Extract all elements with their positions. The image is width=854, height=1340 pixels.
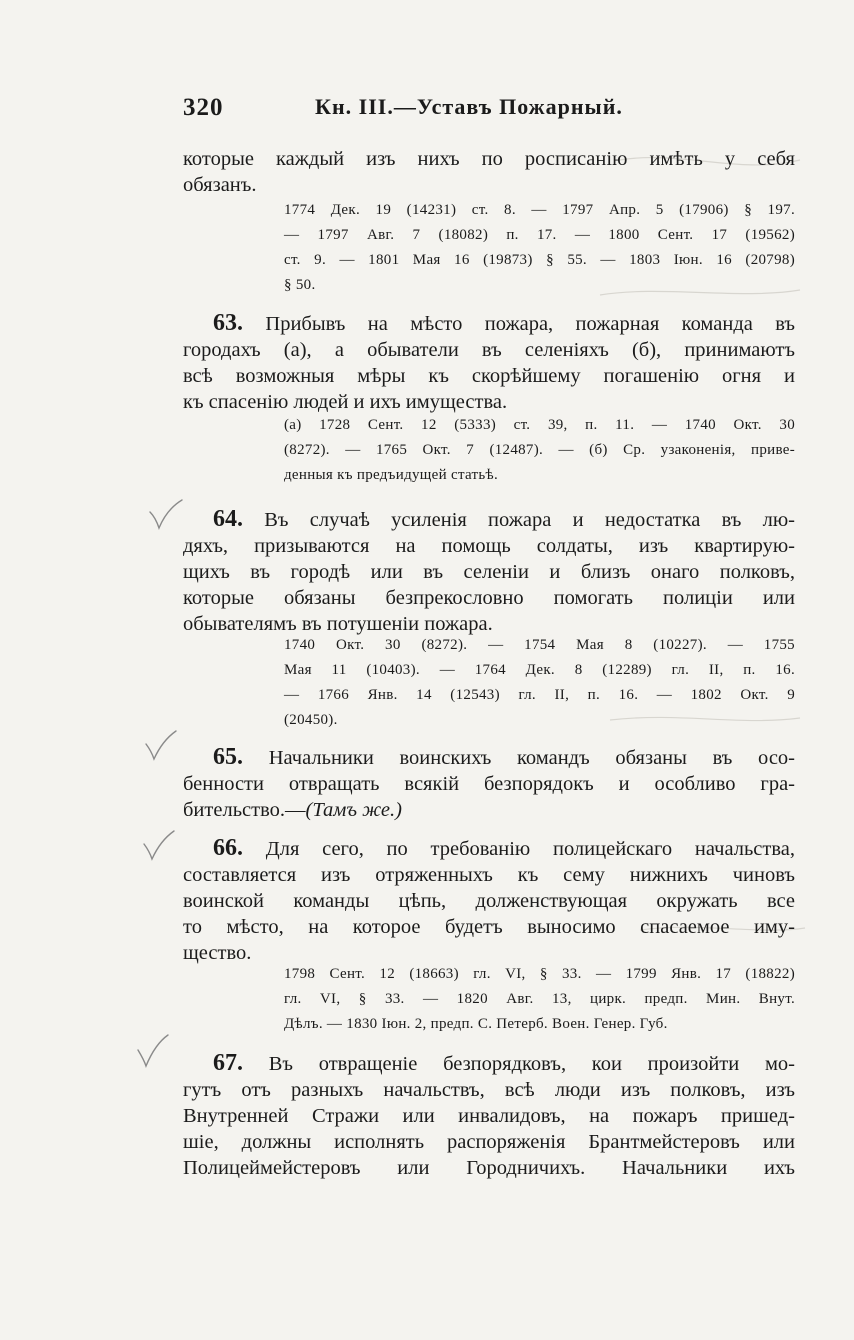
article-63-reference-line: (8272). — 1765 Окт. 7 (12487). — (б) Ср. узаконенія, приве- <box>284 442 795 458</box>
intro-reference-line: 1774 Дек. 19 (14231) ст. 8. — 1797 Апр. 5 (17906) § 197. <box>284 202 795 218</box>
article-66-reference-line: 1798 Сент. 12 (18663) гл. VI, § 33. — 1799 Янв. 17 (18822) <box>284 966 795 982</box>
article-67-line: Внутренней Стражи или инвалидовъ, на пожаръ пришед- <box>183 1105 795 1127</box>
article-number: 65. <box>213 744 243 770</box>
article-63-line: городахъ (а), а обыватели въ селеніяхъ (б), принимаютъ <box>183 339 795 361</box>
running-header <box>183 94 803 128</box>
article-64-reference-line: 1740 Окт. 30 (8272). — 1754 Мая 8 (10227). — 1755 <box>284 637 795 653</box>
running-title: Кн. III.—Уставъ Пожарный. <box>315 94 623 119</box>
article-67-line: гутъ отъ разныхъ начальствъ, всѣ люди изъ полковъ, изъ <box>183 1079 795 1101</box>
article-66-reference-line: гл. VI, § 33. — 1820 Авг. 13, цирк. предп. Мин. Внут. <box>284 991 795 1007</box>
article-67-line: шіе, должны исполнять распоряженія Брантмейстеровъ или <box>183 1131 795 1153</box>
article-64-reference-line: (20450). <box>284 712 338 728</box>
intro-reference-line: § 50. <box>284 277 316 293</box>
intro-reference-line: ст. 9. — 1801 Мая 16 (19873) § 55. — 1803 Іюн. 16 (20798) <box>284 252 795 268</box>
margin-check-mark-64 <box>146 498 186 534</box>
article-64-line: дяхъ, призываются на помощь солдаты, изъ квартирую- <box>183 535 795 557</box>
article-64-reference-line: — 1766 Янв. 14 (12543) гл. II, п. 16. — 1802 Окт. 9 <box>284 687 795 703</box>
article-64-line: 64. Въ случаѣ усиленія пожара и недостатка въ лю- <box>213 506 795 532</box>
article-number: 67. <box>213 1050 243 1076</box>
margin-check-mark-65 <box>142 728 182 764</box>
article-63-reference-line: денныя къ предъидущей статьѣ. <box>284 467 499 483</box>
article-63-line: всѣ возможныя мѣры къ скорѣйшему погашенію огня и <box>183 365 795 387</box>
article-65-line: бенности отвращать всякій безпорядокъ и особливо гра- <box>183 773 795 795</box>
page-number: 320 <box>183 94 224 121</box>
article-63-reference-line: (а) 1728 Сент. 12 (5333) ст. 39, п. 11. — 1740 Окт. 30 <box>284 417 795 433</box>
article-64-line: обывателямъ въ потушеніи пожара. <box>183 613 493 635</box>
article-63-line: къ спасенію людей и ихъ имущества. <box>183 391 508 413</box>
article-66-line: составляется изъ отряженныхъ къ сему нижнихъ чиновъ <box>183 864 795 886</box>
article-number: 66. <box>213 835 243 861</box>
source-reference: (Тамъ же.) <box>305 799 402 821</box>
article-65-line: 65. Начальники воинскихъ командъ обязаны въ осо- <box>213 744 795 770</box>
article-67-line: Полицеймейстеровъ или Городничихъ. Начальники ихъ <box>183 1157 795 1179</box>
intro-reference-line: — 1797 Авг. 7 (18082) п. 17. — 1800 Сент. 17 (19562) <box>284 227 795 243</box>
article-66-line: то мѣсто, на которое будетъ выносимо спасаемое иму- <box>183 916 795 938</box>
article-66-line: воинской команды цѣпь, долженствующая окружать все <box>183 890 795 912</box>
article-64-reference-line: Мая 11 (10403). — 1764 Дек. 8 (12289) гл. II, п. 16. <box>284 662 795 678</box>
article-number: 64. <box>213 506 243 532</box>
intro-text-line: обязанъ. <box>183 174 257 196</box>
article-66-reference-line: Дѣлъ. — 1830 Іюн. 2, предп. С. Петерб. Воен. Генер. Губ. <box>284 1016 668 1032</box>
article-63-line: 63. Прибывъ на мѣсто пожара, пожарная команда въ <box>213 310 796 336</box>
article-number: 63. <box>213 310 243 336</box>
margin-check-mark-66 <box>140 828 180 864</box>
article-64-line: которые обязаны безпрекословно помогать полиціи или <box>183 587 795 609</box>
article-66-line: щество. <box>183 942 252 964</box>
article-66-line: 66. Для сего, по требованію полицейскаго начальства, <box>213 835 795 861</box>
article-67-line: 67. Въ отвращеніе безпорядковъ, кои произойти мо- <box>213 1050 796 1076</box>
article-64-line: щихъ въ городѣ или въ селеніи и близъ онаго полковъ, <box>183 561 795 583</box>
article-65-line: бительство.—(Тамъ же.) <box>183 799 402 821</box>
margin-check-mark-67 <box>134 1032 174 1072</box>
intro-text-line: которые каждый изъ нихъ по росписанію имѣть у себя <box>183 148 795 170</box>
